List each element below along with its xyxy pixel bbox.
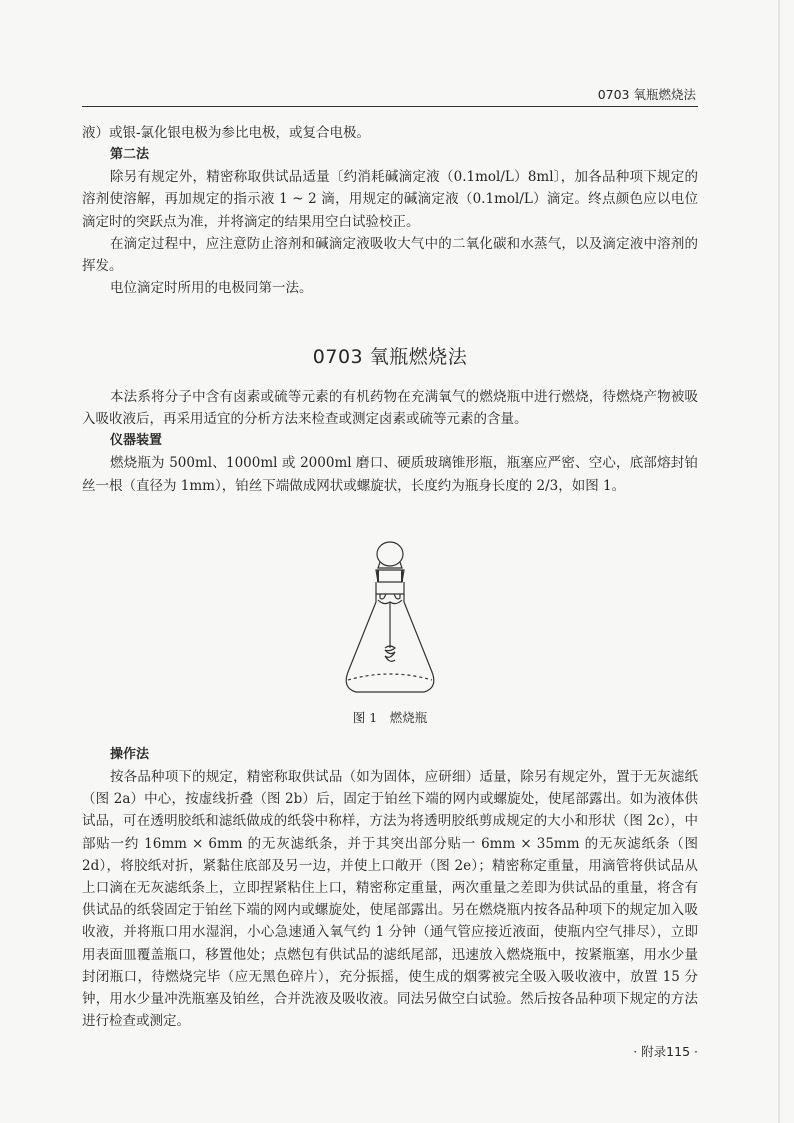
intro-paragraph: 本法系将分子中含有卤素或硫等元素的有机药物在充满氧气的燃烧瓶中进行燃烧，待燃烧产物被吸入吸收液后，再采用适宜的分析方法来检查或测定卤素或硫等元素的含量。 [82, 389, 698, 428]
page-edge-shadow [778, 0, 780, 1123]
procedure-paragraph: 按各品种项下的规定，精密称取供试品（如为固体，应研细）适量，除另有规定外，置于无灰滤纸（图 2a）中心，按虚线折叠（图 2b）后，固定于铂丝下端的网内或螺旋处，使尾部露出。如为液体供试品，可在透明胶纸和滤纸做成的纸袋中称样，方法为将透明胶纸剪成规定的大小和形状（图 2c），中部贴一约 16mm × 6mm 的无灰滤纸条，并于其突出部分贴一 6mm × 35mm 的无灰滤纸条（图 2d），将胶纸对折，紧黏住底部及另一边，并使上口敞开（图 2e）；精密称定重量，用滴管将供试品从上口滴在无灰滤纸条上，立即捏紧粘住上口，精密称定重量，两次重量之差即为供试品的重量，将含有供试品的纸袋固定于铂丝下端的网内或螺旋处，使尾部露出。另在燃烧瓶内按各品种项下的规定加入吸收液，并将瓶口用水湿润，小心急速通入氧气约 1 分钟（通气管应接近液面，使瓶内空气排尽），立即用表面皿覆盖瓶口，移置他处；点燃包有供试品的滤纸尾部，迅速放入燃烧瓶中，按紧瓶塞，用水少量封闭瓶口，待燃烧完毕（应无黑色碎片），充分振摇，使生成的烟雾被完全吸入吸收液中，放置 15 分钟，用水少量冲洗瓶塞及铂丝，合并洗液及吸收液。同法另做空白试验。然后按各品种项下规定的方法进行检查或测定。 [82, 769, 698, 1030]
figure-caption: 图 1 燃烧瓶 [352, 710, 428, 725]
running-header [82, 82, 698, 107]
method2-heading: 第二法 [110, 147, 150, 163]
method2-paragraph: 电位滴定时所用的电极同第一法。 [110, 280, 313, 297]
procedure-block [82, 744, 698, 1032]
combustion-flask-figure [330, 536, 450, 704]
intro-block [82, 386, 698, 497]
section-title: 0703 氧瓶燃烧法 [312, 346, 468, 368]
method2-paragraph: 除另有规定外，精密称取供试品适量〔约消耗碱滴定液（0.1mol/L）8ml〕，加各品种项下规定的溶剂使溶解，再加规定的指示液 1 ~ 2 滴，用规定的碱滴定液（0.1mol/L）滴定。终点颜色应以电位滴定时的突跃点为准，并将滴定的结果用空白试验校正。 [82, 169, 698, 230]
running-title: 0703 氧瓶燃烧法 [597, 87, 696, 102]
apparatus-paragraph: 燃烧瓶为 500ml、1000ml 或 2000ml 磨口、硬质玻璃锥形瓶，瓶塞应严密、空心，底部熔封铂丝一根（直径为 1mm），铂丝下端做成网状或螺旋状，长度约为瓶身长度的 2/3，如图 1。 [82, 455, 698, 494]
apparatus-heading: 仪器装置 [110, 433, 163, 449]
procedure-heading: 操作法 [110, 747, 150, 762]
page-number: · 附录115 · [633, 1044, 698, 1059]
method2-block [82, 122, 698, 299]
method2-paragraph: 在滴定过程中，应注意防止溶剂和碱滴定液吸收大气中的二氧化碳和水蒸气，以及滴定液中溶剂的挥发。 [82, 235, 698, 275]
continued-paragraph: 液）或银-氯化银电极为参比电极，或复合电极。 [82, 125, 371, 141]
